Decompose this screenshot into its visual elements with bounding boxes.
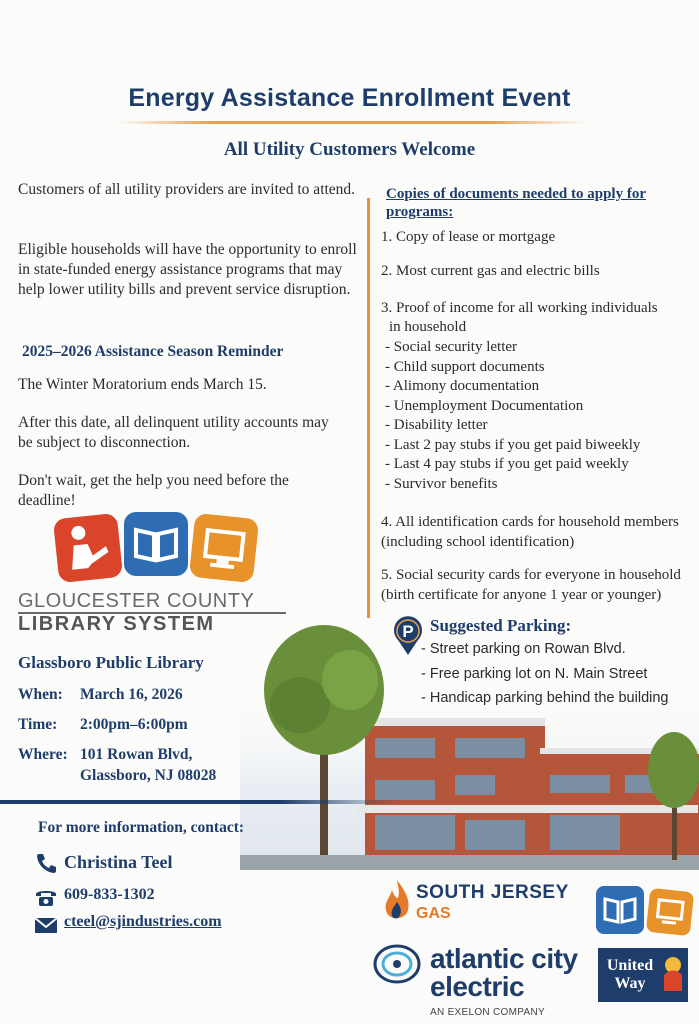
parking-icon [393, 616, 423, 656]
event-when [18, 686, 183, 704]
parking-heading: Suggested Parking: [430, 616, 572, 635]
document-item: 5. Social security cards for everyone in household (birth certificate for anyone 1 year or younger) [381, 567, 681, 603]
event-date: March 16, 2026 [80, 686, 183, 703]
document-item: 4. All identification cards for household members (including school identification) [381, 514, 679, 550]
library-name-line1: GLOUCESTER COUNTY [18, 590, 255, 612]
document-item: 3. Proof of income for all working individuals [381, 300, 658, 316]
intro-paragraph-1: Customers of all utility providers are invited to attend. [18, 181, 356, 198]
parking-item: - Handicap parking behind the building [421, 690, 669, 706]
telephone-icon [34, 886, 58, 908]
event-time-value: 2:00pm–6:00pm [80, 716, 188, 733]
list-item: - Survivor benefits [385, 475, 498, 492]
contact-phone: 609-833-1302 [64, 886, 155, 903]
document-item: 2. Most current gas and electric bills [381, 263, 600, 279]
contact-name: Christina Teel [64, 852, 173, 872]
ace-logo-tagline: AN EXELON COMPANY [430, 1007, 545, 1018]
sjg-logo-line1: SOUTH JERSEY [416, 882, 569, 903]
documents-heading: Copies of documents needed to apply for programs: [386, 186, 647, 220]
list-item: - Last 4 pay stubs if you get paid weekly [385, 456, 629, 472]
intro-paragraph-2: Eligible households will have the opportunity to enroll in state-funded energy assistance programs that may help lower utility bills and prevent service disruption. [18, 241, 357, 298]
library-computer-badge-icon [646, 888, 694, 936]
library-name-line2: LIBRARY SYSTEM [18, 613, 215, 635]
email-icon [34, 914, 58, 936]
list-item: - Social security letter [385, 339, 518, 355]
library-logo-icon [56, 512, 256, 592]
document-item: 1. Copy of lease or mortgage [381, 229, 556, 245]
parking-item: - Free parking lot on N. Main Street [421, 666, 648, 682]
when-label: When: [18, 686, 63, 703]
phone-handset-icon [34, 852, 58, 874]
parking-item: - Street parking on Rowan Blvd. [421, 641, 626, 657]
column-divider [367, 198, 370, 618]
contact-email-link[interactable]: cteel@sjindustries.com [64, 913, 222, 930]
time-label: Time: [18, 716, 58, 733]
list-item: - Unemployment Documentation [385, 397, 584, 414]
person-reading-icon [53, 513, 123, 583]
list-item: - Disability letter [385, 417, 488, 433]
ace-logo-line2: electric [430, 971, 525, 1002]
ace-logo-line1: atlantic city [430, 943, 578, 974]
where-label: Where: [18, 746, 68, 763]
united-way-hand-icon [660, 955, 686, 995]
event-where [18, 746, 192, 764]
united-way-line1: United [606, 957, 654, 974]
computer-icon [189, 513, 259, 583]
list-item: - Last 2 pay stubs if you get paid biweekly [385, 436, 641, 453]
contact-heading: For more information, contact: [38, 819, 245, 836]
title-underline [118, 121, 584, 124]
page-subtitle: All Utility Customers Welcome [223, 139, 476, 160]
list-item: - Child support documents [385, 358, 545, 375]
united-way-text [602, 957, 658, 993]
address-line2: Glassboro, NJ 08028 [80, 767, 217, 784]
parking-icon-letter: P [402, 622, 414, 641]
list-item: - Alimony documentation [385, 378, 540, 394]
page-title: Energy Assistance Enrollment Event [128, 84, 571, 112]
book-icon [124, 512, 188, 576]
document-item-continuation: in household [389, 319, 467, 335]
moratorium-text: The Winter Moratorium ends March 15. [18, 376, 267, 393]
ace-swirl-icon [370, 940, 424, 988]
sjg-logo-line2: GAS [416, 905, 451, 922]
section-divider [0, 800, 400, 804]
flame-icon [382, 878, 412, 928]
united-way-line2: Way [614, 975, 646, 992]
address-line1: 101 Rowan Blvd, [80, 746, 193, 763]
event-time [18, 716, 188, 734]
library-book-badge-icon [596, 886, 644, 934]
income-proof-list [385, 338, 697, 494]
season-heading: 2025–2026 Assistance Season Reminder [22, 343, 284, 360]
disconnection-text: After this date, all delinquent utility accounts may be subject to disconnection. [18, 414, 329, 451]
venue-name: Glassboro Public Library [18, 653, 204, 672]
deadline-text: Don't wait, get the help you need before the deadline! [18, 472, 289, 509]
